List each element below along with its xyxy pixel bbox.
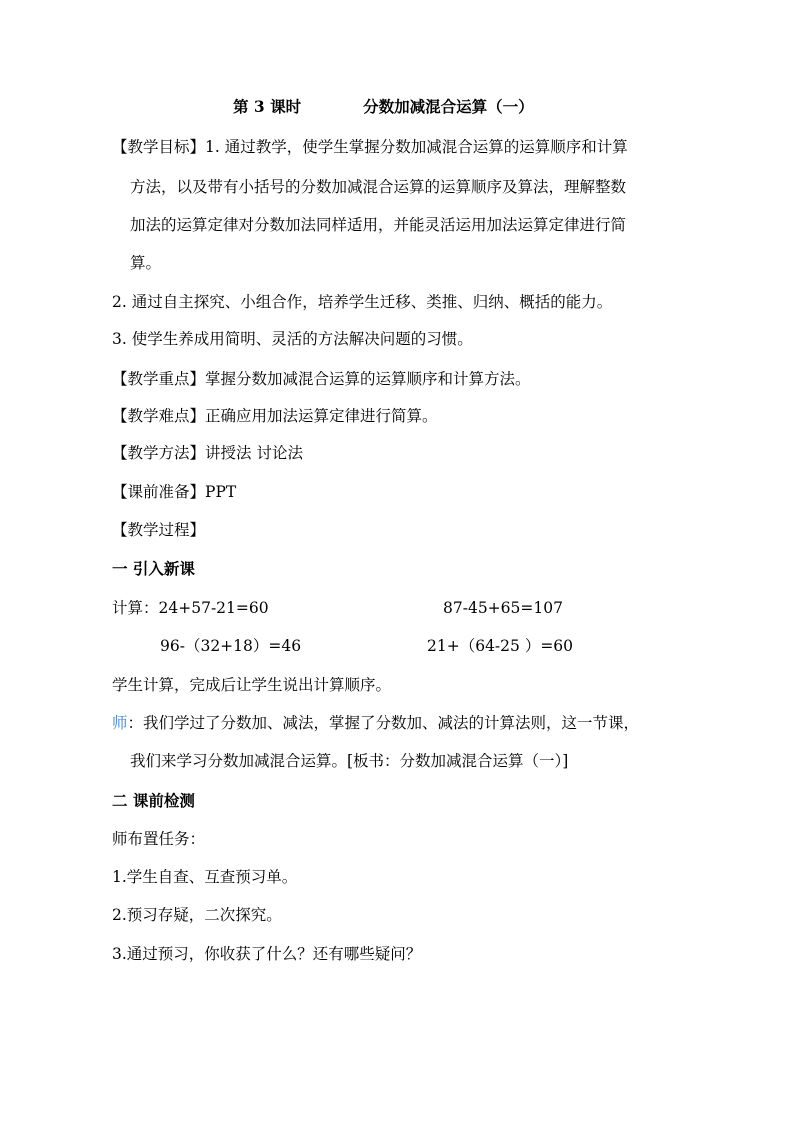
goals-line-2: 方法，以及带有小括号的分数加减混合运算的运算顺序及算法，理解整数	[130, 178, 627, 196]
method-label: 【教学方法】	[112, 444, 206, 462]
task-item-2: 2.预习存疑，二次探究。	[112, 906, 282, 924]
task-item-1: 1.学生自查、互查预习单。	[112, 868, 298, 886]
goals-line-3: 加法的运算定律对分数加法同样适用，并能灵活运用加法运算定律进行简	[130, 216, 627, 234]
goals-line-1: 【教学目标】1. 通过教学，使学生掌握分数加减混合运算的运算顺序和计算	[112, 138, 628, 156]
task-item-3: 3.通过预习，你收获了什么？还有哪些疑问？	[112, 945, 422, 963]
goals-item-3: 3. 使学生养成用简明、灵活的方法解决问题的习惯。	[112, 330, 473, 348]
section2-heading: 二 课前检测	[112, 791, 195, 810]
teacher-line-2: 我们来学习分数加减混合运算。[板书：分数加减混合运算（一）]	[130, 752, 569, 770]
difficulty: 【教学难点】正确应用加法运算定律进行简算。	[112, 407, 438, 425]
prep-label: 【课前准备】	[112, 483, 206, 501]
equation-3: 96-（32+18）=46	[160, 637, 302, 655]
process-label: 【教学过程】	[112, 521, 206, 539]
lesson-topic: 分数加减混合运算（一）	[363, 97, 534, 116]
student-instruction: 学生计算，完成后让学生说出计算顺序。	[112, 676, 392, 694]
goals-line-4: 算。	[130, 254, 162, 272]
task-intro: 师布置任务：	[112, 830, 206, 848]
teacher-line-1: 师：我们学过了分数加、减法，掌握了分数加、减法的计算法则，这一节课，	[112, 714, 640, 732]
prep: 【课前准备】PPT	[112, 483, 237, 501]
lesson-number: 第 3 课时	[233, 97, 302, 116]
difficulty-label: 【教学难点】	[112, 407, 206, 425]
calc-label: 计算：	[112, 599, 159, 617]
key-point-label: 【教学重点】	[112, 370, 206, 388]
section1-heading: 一 引入新课	[112, 559, 195, 578]
equation-1: 24+57-21=60	[158, 599, 269, 617]
goals-label: 【教学目标】	[112, 138, 206, 156]
method: 【教学方法】讲授法 讨论法	[112, 444, 303, 462]
equation-4: 21+（64-25 ）=60	[427, 637, 574, 655]
page-title	[233, 97, 794, 117]
teacher-label: 师	[112, 714, 128, 732]
equation-2: 87-45+65=107	[443, 599, 563, 617]
key-point: 【教学重点】掌握分数加减混合运算的运算顺序和计算方法。	[112, 370, 531, 388]
goals-item-2: 2. 通过自主探究、小组合作，培养学生迁移、类推、归纳、概括的能力。	[112, 293, 613, 311]
